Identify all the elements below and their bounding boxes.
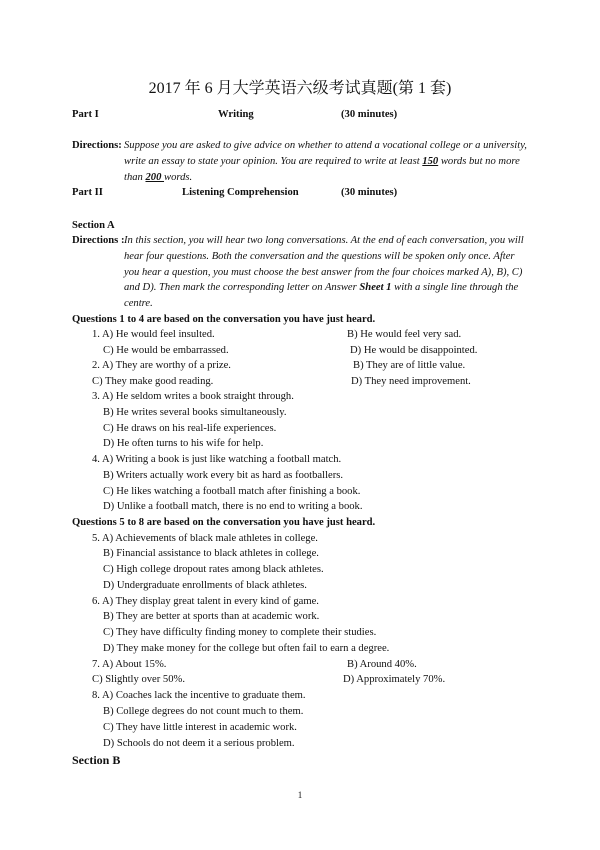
max-word-count: 200 xyxy=(145,171,165,183)
q6-option-d: D) They make money for the college but often fail to earn a degree. xyxy=(103,643,390,654)
q4-option-a: 4. A) Writing a book is just like watching a football match. xyxy=(92,454,342,465)
q8-option-c: C) They have little interest in academic work. xyxy=(103,722,297,733)
q2-option-a: 2. A) They are worthy of a prize. xyxy=(92,360,231,371)
part2-directions xyxy=(124,233,534,312)
q1-option-d: D) He would be disappointed. xyxy=(350,345,478,356)
page-number: 1 xyxy=(297,790,303,800)
q5-option-a: 5. A) Achievements of black male athletes in college. xyxy=(92,533,318,544)
q1-option-c: C) He would be embarrassed. xyxy=(103,345,229,356)
q7-option-c: C) Slightly over 50%. xyxy=(92,674,185,685)
part2-directions-line3: you hear a question, you must choose the best answer from the four choices marked A), B), C) xyxy=(124,266,523,278)
part1-label: Part I xyxy=(72,109,99,120)
part1-directions-line2 xyxy=(124,154,534,170)
q3-option-a: 3. A) He seldom writes a book straight through. xyxy=(92,391,294,402)
section-a-heading: Section A xyxy=(72,220,115,231)
q8-option-b: B) College degrees do not count much to them. xyxy=(103,706,304,717)
part2-name: Listening Comprehension xyxy=(182,187,299,198)
part1-directions xyxy=(124,138,534,185)
q1-option-a: 1. A) He would feel insulted. xyxy=(92,329,215,340)
part2-directions-label: Directions : xyxy=(72,235,125,246)
part1-directions-line2-pre: write an essay to state your opinion. You are required to write at least xyxy=(124,155,423,167)
q7-option-d: D) Approximately 70%. xyxy=(343,674,446,685)
section-b-heading: Section B xyxy=(72,753,121,767)
page-title: 2017 年 6 月大学英语六级考试真题(第 1 套) xyxy=(148,80,452,97)
q7-option-b: B) Around 40%. xyxy=(347,659,417,670)
q4-option-b: B) Writers actually work every bit as hard as footballers. xyxy=(103,470,344,481)
q3-option-b: B) He writes several books simultaneously. xyxy=(103,407,287,418)
q6-option-c: C) They have difficulty finding money to complete their studies. xyxy=(103,627,377,638)
part2-label: Part II xyxy=(72,187,103,198)
part1-time: (30 minutes) xyxy=(341,109,398,120)
q6-option-a: 6. A) They display great talent in every kind of game. xyxy=(92,596,319,607)
q4-option-d: D) Unlike a football match, there is no end to writing a book. xyxy=(103,501,363,512)
q5-option-c: C) High college dropout rates among black athletes. xyxy=(103,564,324,575)
q1-option-b: B) He would feel very sad. xyxy=(347,329,462,340)
part1-directions-line2-post: words but no more xyxy=(438,155,520,167)
q2-option-b: B) They are of little value. xyxy=(353,360,466,371)
q8-option-d: D) Schools do not deem it a serious problem. xyxy=(103,738,295,749)
q3-option-d: D) He often turns to his wife for help. xyxy=(103,438,264,449)
q7-option-a: 7. A) About 15%. xyxy=(92,659,167,670)
part2-time: (30 minutes) xyxy=(341,187,398,198)
q3-option-c: C) He draws on his real-life experiences. xyxy=(103,423,277,434)
part2-directions-line4 xyxy=(124,280,534,296)
min-word-count: 150 xyxy=(422,155,439,167)
part2-directions-line2: hear four questions. Both the conversation and the questions will be spoken only once. After xyxy=(124,250,515,262)
part1-directions-line3-pre: than xyxy=(124,171,146,183)
part1-directions-line3-post: words. xyxy=(164,171,193,183)
answer-sheet-ref: Sheet 1 xyxy=(359,282,392,294)
part1-directions-label: Directions: xyxy=(72,140,122,151)
part1-directions-line1: Suppose you are asked to give advice on whether to attend a vocational college or a university, xyxy=(124,140,527,151)
q4-option-c: C) He likes watching a football match after finishing a book. xyxy=(103,486,361,497)
part1-directions-line3 xyxy=(124,170,534,186)
q8-option-a: 8. A) Coaches lack the incentive to graduate them. xyxy=(92,690,306,701)
part2-directions-line5: centre. xyxy=(124,298,153,310)
part1-name: Writing xyxy=(218,109,254,120)
part2-directions-line4-pre: and D). Then mark the corresponding letter on Answer xyxy=(124,282,360,294)
q6-option-b: B) They are better at sports than at academic work. xyxy=(103,611,320,622)
group1-heading: Questions 1 to 4 are based on the conversation you have just heard. xyxy=(72,314,376,325)
q2-option-c: C) They make good reading. xyxy=(92,376,214,387)
part2-directions-line1: In this section, you will hear two long conversations. At the end of each conversation, you will xyxy=(124,235,524,246)
group2-heading: Questions 5 to 8 are based on the conversation you have just heard. xyxy=(72,517,376,528)
q5-option-b: B) Financial assistance to black athletes in college. xyxy=(103,548,319,559)
part2-directions-line4-post: with a single line through the xyxy=(391,282,519,294)
q5-option-d: D) Undergraduate enrollments of black athletes. xyxy=(103,580,307,591)
q2-option-d: D) They need improvement. xyxy=(351,376,471,387)
